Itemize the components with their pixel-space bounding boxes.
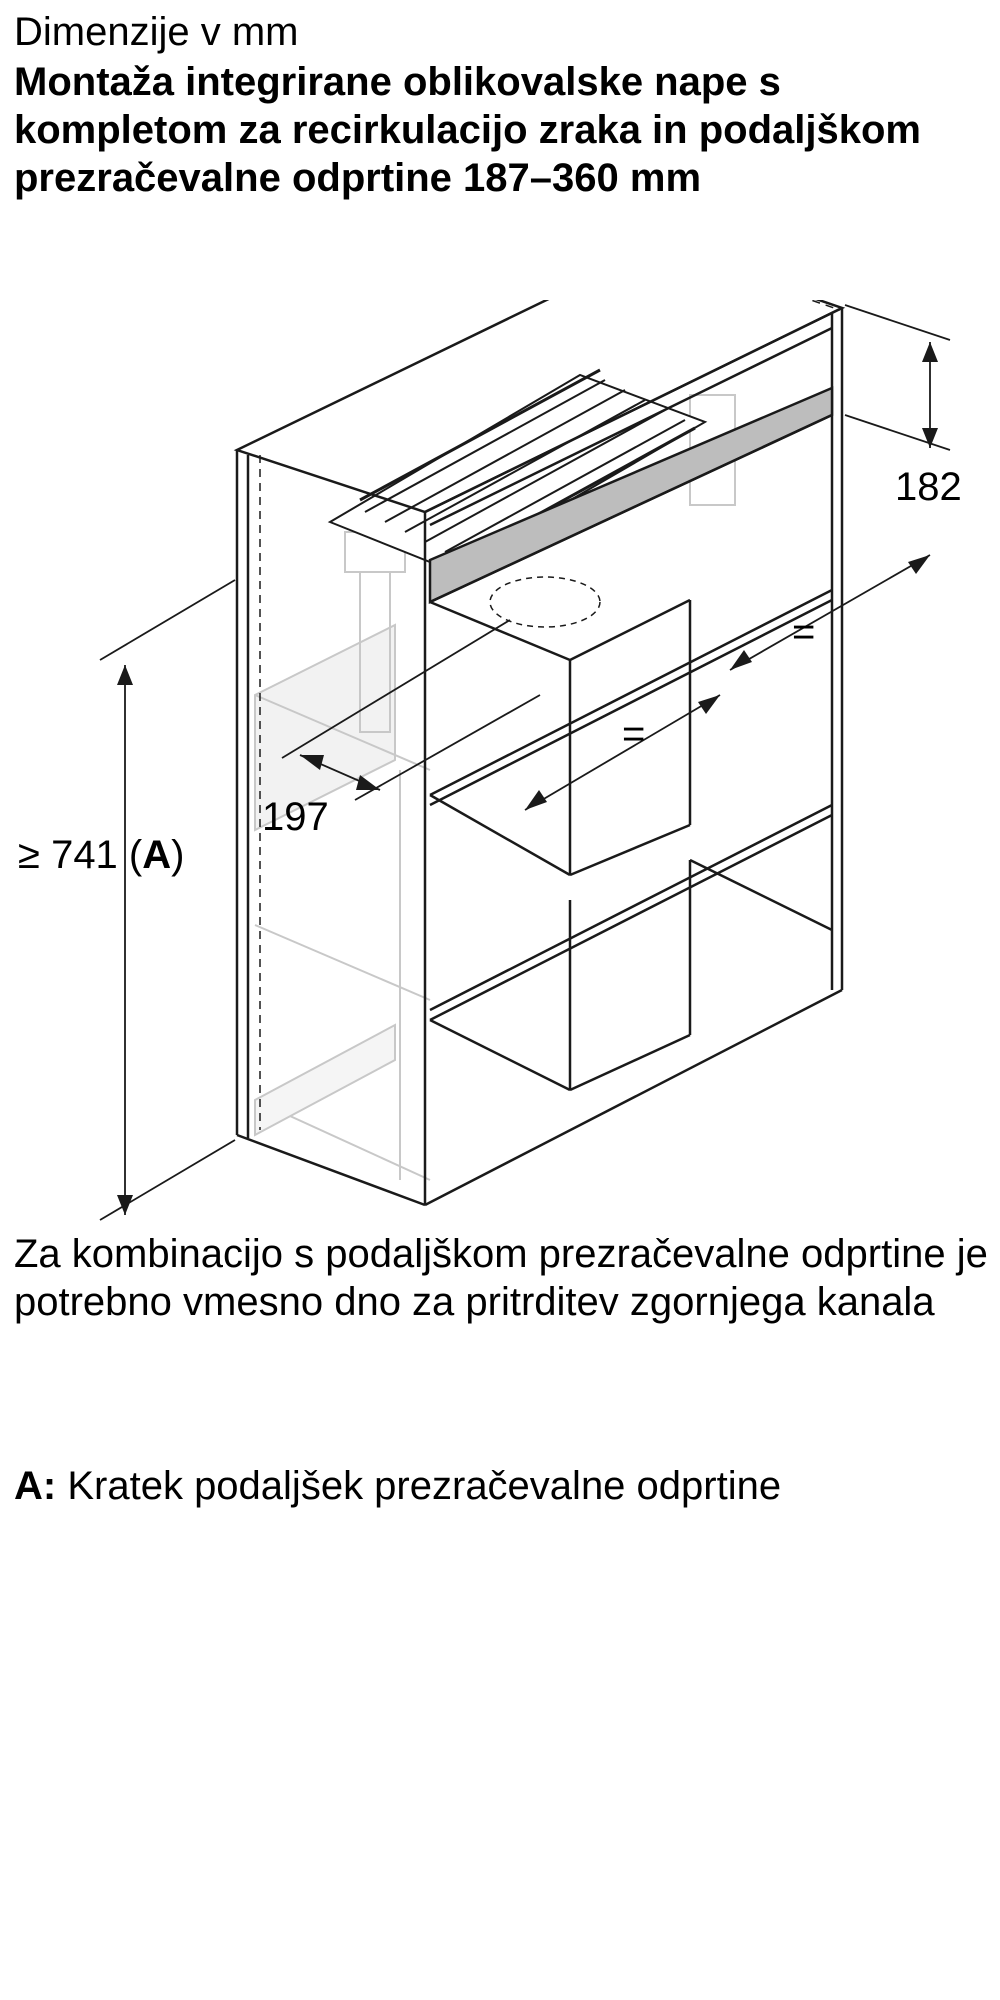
detail-circle [490,577,600,627]
legend-key: A: [14,1464,57,1508]
dim-182: 182 [895,465,962,509]
legend-text: Kratek podaljšek prezračevalne odprtine [67,1464,782,1508]
installation-note: Za kombinacijo s podaljškom prezračevalne odprtine je potrebno vmesno dno za pritrditev zgornjega kanala [14,1232,988,1324]
dim-equal-center: = [622,712,646,756]
dim-741-ref: A [142,833,172,877]
legend-item-a [14,1462,781,1510]
dim-741-suffix: ) [171,833,185,877]
dim-741 [18,833,184,877]
dim-197: 197 [262,795,329,839]
dim-741-prefix: ≥ 741 ( [18,833,143,877]
page-subtitle: Dimenzije v mm [14,10,299,54]
page-title: Montaža integrirane oblikovalske nape s kompletom za recirkulacijo zraka in podaljškom prezračevalne odprtine 187–360 mm [14,60,921,200]
cabinet-diagram [0,300,1000,1230]
dim-equal-right: = [792,610,816,654]
